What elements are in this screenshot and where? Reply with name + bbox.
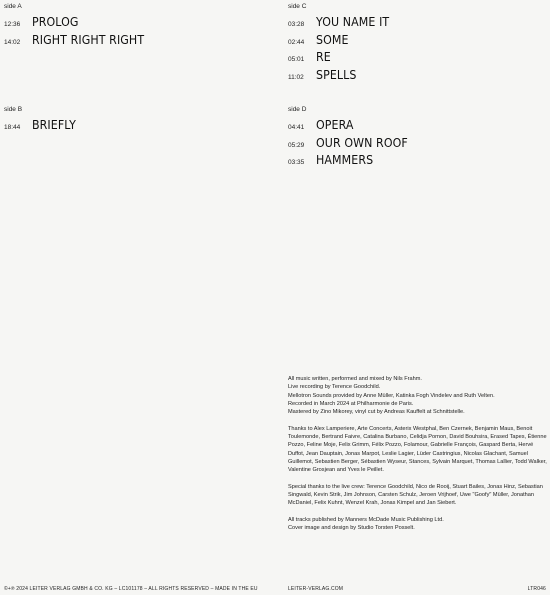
track-row <box>4 15 154 33</box>
track-title: SPELLS <box>316 68 357 83</box>
track-row <box>288 136 416 154</box>
track-duration: 05:29 <box>288 141 305 149</box>
track-row <box>288 33 396 51</box>
crew-thanks-paragraph: Special thanks to the live crew: Terence Goodchild, Nico de Rooij, Stuart Bailes, Jonas Hinz, Sebastian Singwald, Kevin Strik, Jim Johnson, Carsten Schulz, Jeroen Vrijhoef, Uwe "Goofy" Müller, Jonathan McDaniel, Felix Kuhnt, Wenzel Krah, Jonas Kimpel and Jan Siebert. <box>288 483 543 507</box>
track-duration: 02:44 <box>288 38 305 46</box>
track-duration: 03:35 <box>288 159 305 167</box>
credit-line: All music written, performed and mixed by Nils Frahm. <box>288 376 422 382</box>
publishing-credits <box>288 516 550 533</box>
track-title: SOME <box>316 32 349 47</box>
track-duration: 11:02 <box>288 74 304 82</box>
track-duration: 14:02 <box>4 38 21 46</box>
catalog-number: LTR046 <box>527 586 546 592</box>
track-title: BRIEFLY <box>32 118 76 132</box>
copyright-notice: ©+℗ 2024 LEITER VERLAG GMBH & CO. KG – LC101178 – ALL RIGHTS RESERVED – MADE IN THE EU <box>4 586 258 592</box>
website-link[interactable]: LEITER-VERLAG.COM <box>288 586 344 592</box>
credit-line: Live recording by Terence Goodchild. <box>288 384 381 391</box>
footer <box>4 585 546 593</box>
side-b <box>4 106 80 136</box>
track-duration: 04:41 <box>288 124 305 131</box>
track-row <box>288 118 416 136</box>
side-a-label: side A <box>4 3 22 10</box>
production-credits <box>288 375 550 416</box>
credits-block <box>288 375 550 541</box>
credit-line: Mellotron Sounds provided by Anne Müller, Katinka Fogh Vindelev and Ruth Velten. <box>288 392 495 399</box>
track-row <box>4 33 154 51</box>
side-a-tracklist <box>4 15 154 50</box>
side-c-tracklist <box>288 15 396 86</box>
side-b-tracklist <box>4 118 80 136</box>
side-c-label: side C <box>288 3 307 10</box>
track-row <box>288 50 396 68</box>
track-title: PROLOG <box>32 15 79 29</box>
track-duration: 12:36 <box>4 21 21 28</box>
thanks-paragraph: Thanks to Alex Lamperiere, Arte Concerts, Asterix Westphal, Ben Czernek, Benjamin Maus, Benoit Toulemonde, Bertrand Faivre, Catalina Burbano, Celidja Pornon, David Bouhsira, Erased Tapes, Étienne Pozzo, Feline Moje, Felix Grimm, Félix Pozzo, Folamour, Gabrielle François, Gaspard Berta, Hervé Duffot, Jean Dauptain, Jonas Marpot, Leslie Lagier, Lüder Castringius, Nicolas Glachant, Samuel Guillemot, Sebastien Berger, Sébastien Wyseur, Stances, Sylvain Marquet, Thomas Lallier, Todd Walker, Valentine Grosjean and Yves le Peillet. <box>288 425 547 474</box>
track-row <box>4 118 80 136</box>
credit-line: Mastered by Zino Mikorey, vinyl cut by Andreas Kauffelt at Schnittstelle. <box>288 409 465 416</box>
credit-line: Cover image and design by Studio Torsten Posselt. <box>288 525 415 532</box>
track-row <box>288 15 396 33</box>
credit-line: All tracks published by Manners McDade Music Publishing Ltd. <box>288 517 444 524</box>
side-b-label: side B <box>4 106 23 113</box>
track-title: HAMMERS <box>316 153 374 168</box>
track-title: OUR OWN ROOF <box>316 135 408 150</box>
track-title: RIGHT RIGHT RIGHT <box>32 32 145 47</box>
track-row <box>288 153 416 171</box>
side-a <box>4 3 154 50</box>
track-row <box>288 68 396 86</box>
credit-line: Recorded in March 2024 at Philharmonie de Paris. <box>288 400 414 407</box>
side-d-tracklist <box>288 118 416 171</box>
track-title: YOU NAME IT <box>316 15 390 29</box>
track-duration: 18:44 <box>4 124 21 131</box>
side-d-label: side D <box>288 106 307 113</box>
track-duration: 03:28 <box>288 21 305 28</box>
track-title: RE <box>316 50 331 65</box>
track-duration: 05:01 <box>288 56 305 64</box>
side-d <box>288 106 416 171</box>
track-title: OPERA <box>316 118 354 132</box>
side-c <box>288 3 396 86</box>
